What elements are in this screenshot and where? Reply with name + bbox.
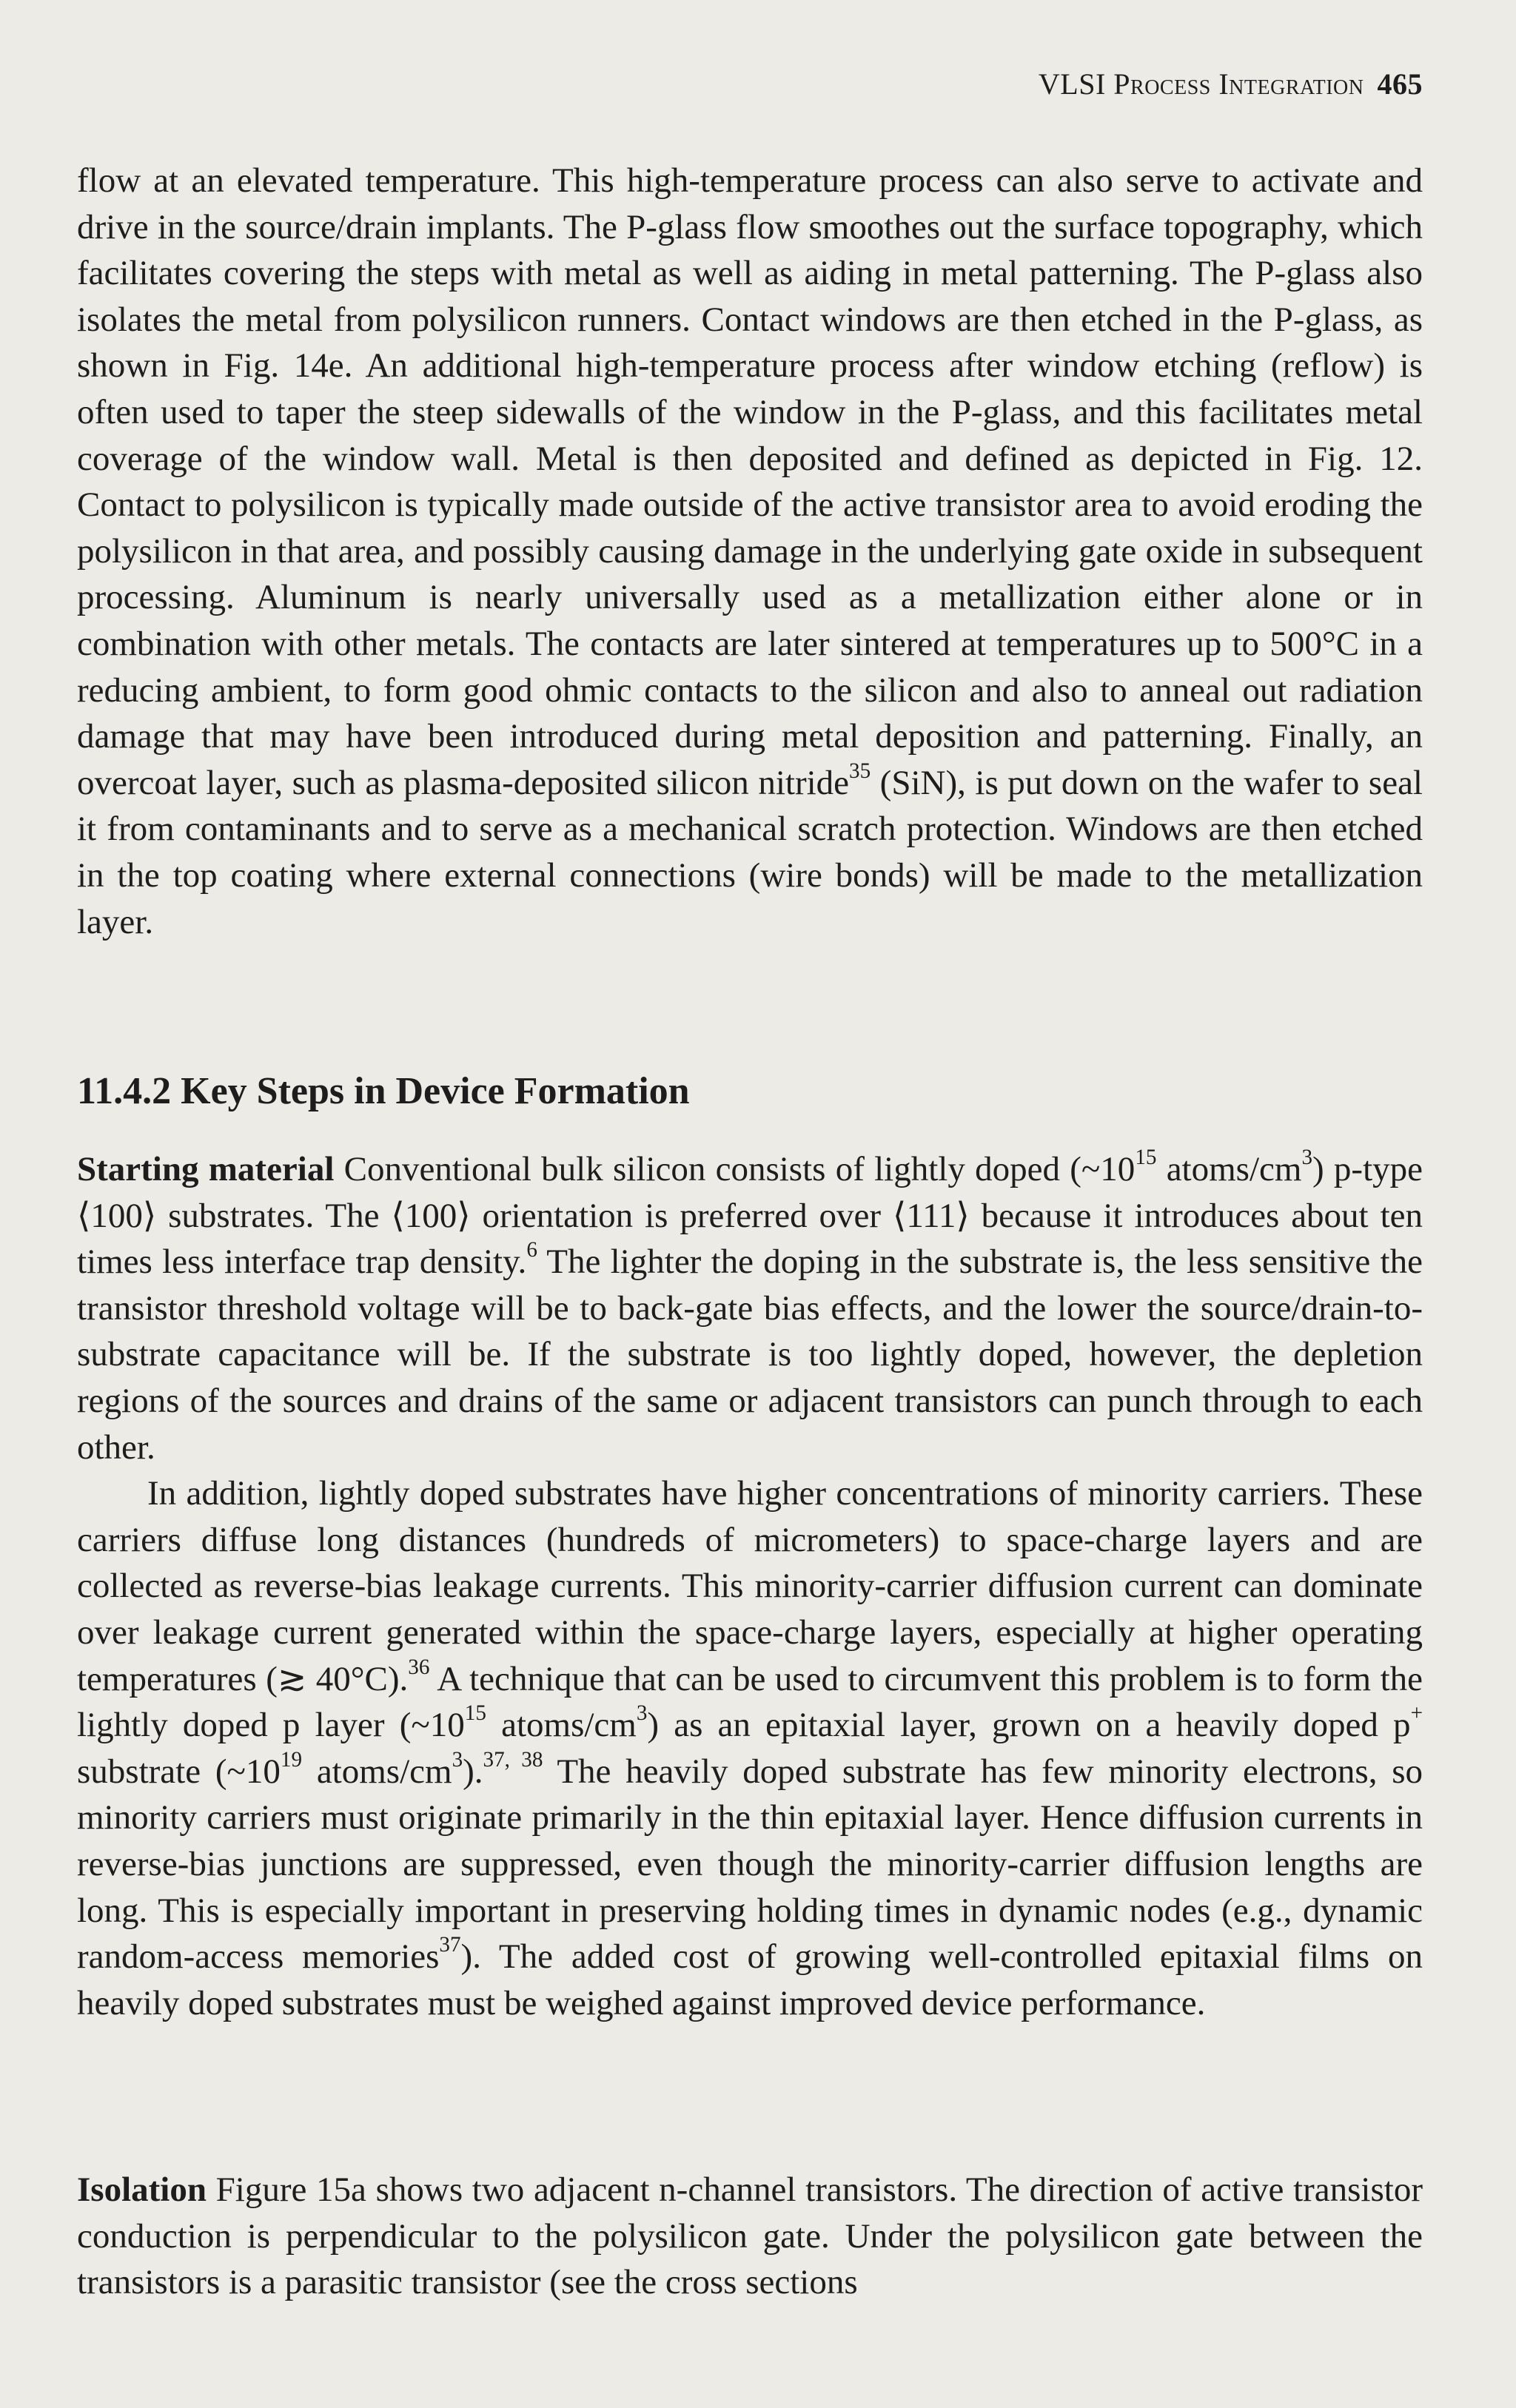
- exponent-superscript: 15: [464, 1701, 486, 1726]
- paragraph-text: The heavily doped substrate has few minority electrons, so minority carriers must originate primarily in the thin epitaxial layer. Hence diffusion currents in reverse-bias junctions are suppressed, even though the minority-carrier diffusion lengths are long. This is especially important in preserving holding times in dynamic nodes (e.g., dynamic random-access memories: [77, 1752, 1423, 1977]
- plus-superscript: +: [1410, 1701, 1423, 1726]
- page-number: 465: [1377, 67, 1423, 101]
- paragraph-text: substrate (~10: [77, 1752, 281, 1791]
- paragraph-text: Conventional bulk silicon consists of lightly doped (~10: [334, 1150, 1136, 1188]
- section-heading: 11.4.2 Key Steps in Device Formation: [77, 1070, 690, 1112]
- paragraph-text: atoms/cm: [1156, 1150, 1302, 1188]
- paragraph-text: The lighter the doping in the substrate is, the less sensitive the transistor threshold voltage will be to back-gate bias effects, and the lower the source/drain-to-substrate capacitance will be. If the substrate is too lightly doped, however, the depletion regions of the sources and drains of the same or adjacent transistors can punch through to each other.: [77, 1242, 1423, 1467]
- paragraph-text: In addition, lightly doped substrates have higher concentrations of minority carriers. These carriers diffuse long distances (hundreds of micrometers) to space-charge layers and are collected as reverse-bias leakage currents. This minority-carrier diffusion current can dominate over leakage current generated within the space-charge layers, especially at higher operating temperatures (≳ 40°C).: [77, 1474, 1423, 1698]
- running-head-title: VLSI Process Integration: [1038, 67, 1364, 101]
- reference-superscript: 36: [408, 1655, 430, 1679]
- paragraph-text: atoms/cm: [486, 1706, 637, 1745]
- run-in-heading: Starting material: [77, 1150, 335, 1188]
- paragraph-metallization: [77, 158, 1423, 945]
- exponent-superscript: 3: [636, 1701, 648, 1726]
- paragraph-minority-carriers: [77, 1470, 1423, 2026]
- exponent-superscript: 19: [280, 1747, 303, 1772]
- paragraph-text: A technique that can be used to circumvent this problem is to form the lightly doped p layer (~10: [77, 1659, 1423, 1745]
- paragraph-starting-material: [77, 1146, 1423, 1470]
- isolation-section: [77, 2167, 1423, 2306]
- exponent-superscript: 3: [452, 1747, 463, 1772]
- paragraph-text: ).: [463, 1752, 483, 1791]
- exponent-superscript: 15: [1135, 1146, 1157, 1170]
- section-body: [77, 1146, 1423, 2026]
- reference-superscript: 6: [526, 1238, 537, 1262]
- run-in-heading: Isolation: [77, 2170, 207, 2209]
- running-head: [1039, 67, 1423, 101]
- reference-superscript: 37, 38: [483, 1747, 543, 1772]
- reference-superscript: 35: [849, 759, 871, 783]
- reference-superscript: 37: [439, 1933, 461, 1957]
- paragraph-text: ) as an epitaxial layer, grown on a heavily doped p: [647, 1706, 1411, 1745]
- paragraph-text: (SiN), is put down on the wafer to seal it from contaminants and to serve as a mechanical scratch protection. Windows are then etched in the top coating where external connections (wire bonds) will be made to the metallization layer.: [77, 763, 1423, 941]
- exponent-superscript: 3: [1301, 1146, 1313, 1170]
- paragraph-text: atoms/cm: [302, 1752, 452, 1791]
- paragraph-text: Figure 15a shows two adjacent n-channel transistors. The direction of active transistor conduction is perpendicular to the polysilicon gate. Under the polysilicon gate between the transistors is a parasitic transistor (see the cross sections: [77, 2170, 1423, 2302]
- paragraph-text: flow at an elevated temperature. This high-temperature process can also serve to activate and drive in the source/drain implants. The P-glass flow smoothes out the surface topography, which facilitates covering the steps with metal as well as aiding in metal patterning. The P-glass also isolates the metal from polysilicon runners. Contact windows are then etched in the P-glass, as shown in Fig. 14e. An additional high-temperature process after window etching (reflow) is often used to taper the steep sidewalls of the window in the P-glass, and this facilitates metal coverage of the window wall. Metal is then deposited and defined as depicted in Fig. 12. Contact to polysilicon is typically made outside of the active transistor area to avoid eroding the polysilicon in that area, and possibly causing damage in the underlying gate oxide in subsequent processing. Aluminum is nearly universally used as a metallization either alone or in combination with other metals. The contacts are later sintered at temperatures up to 500°C in a reducing ambient, to form good ohmic contacts to the silicon and also to anneal out radiation damage that may have been introduced during metal deposition and patterning. Finally, an overcoat layer, such as plasma-deposited silicon nitride: [77, 161, 1423, 802]
- paragraph-isolation: [77, 2167, 1423, 2306]
- paragraph-text: ). The added cost of growing well-controlled epitaxial films on heavily doped substrates must be weighed against improved device performance.: [77, 1937, 1423, 2022]
- paragraph-text: ) p-type ⟨100⟩ substrates. The ⟨100⟩ orientation is preferred over ⟨111⟩ because it introduces about ten times less interface trap density.: [77, 1150, 1423, 1282]
- paragraph-continuation: [77, 158, 1423, 945]
